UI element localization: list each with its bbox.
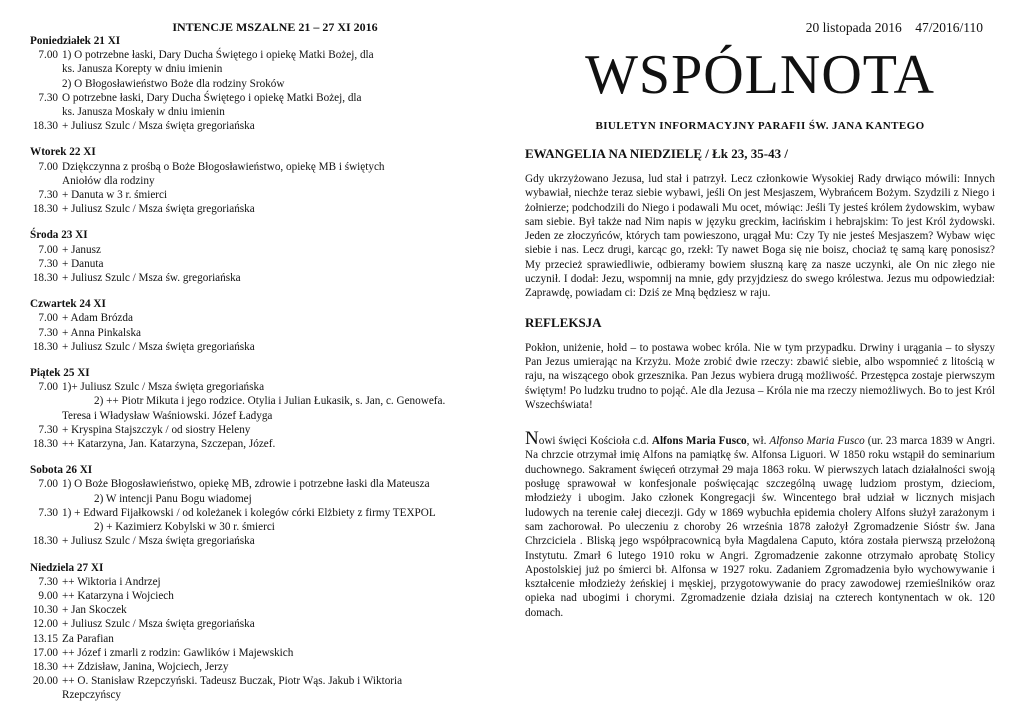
intention-time: 20.00 — [32, 675, 58, 688]
intention-text: + Danuta — [62, 257, 104, 270]
intention-entry — [30, 271, 500, 285]
saint-article — [525, 428, 995, 620]
mass-day — [30, 228, 500, 285]
saint-after-name: , wł. — [746, 435, 770, 448]
intention-time — [30, 688, 62, 702]
intention-time: 7.30 — [38, 91, 58, 104]
intention-entry — [30, 589, 500, 603]
mass-day — [30, 463, 500, 548]
intention-time — [30, 105, 62, 119]
intention-entry — [30, 77, 500, 91]
intention-time — [30, 409, 62, 423]
intention-text: + Juliusz Szulc / Msza święta gregoriańska — [62, 340, 255, 353]
saint-italic-name: Alfonso Maria Fusco — [769, 435, 865, 448]
intention-time: 7.00 — [38, 312, 58, 325]
mass-day — [30, 34, 500, 133]
intention-entry — [30, 340, 500, 354]
intention-entry — [30, 257, 500, 271]
intention-time: 10.30 — [32, 604, 58, 617]
intention-entry — [30, 188, 500, 202]
intention-time: 12.00 — [32, 618, 58, 631]
day-heading: Wtorek 22 XI — [30, 146, 96, 159]
intention-time: 13.15 — [32, 632, 58, 645]
intention-entry — [30, 437, 500, 451]
intention-entry — [30, 632, 500, 646]
intention-text: + Jan Skoczek — [62, 604, 127, 617]
intention-text: + Juliusz Szulc / Msza święta gregoriańska — [62, 535, 255, 548]
intention-text: 1) + Edward Fijałkowski / od koleżanek i kolegów córki Elżbiety z firmy TEXPOL — [62, 506, 436, 519]
intention-time: 18.30 — [32, 535, 58, 548]
saint-dropcap: N — [525, 428, 539, 450]
intention-entry — [30, 674, 500, 688]
intention-time: 18.30 — [32, 340, 58, 353]
intention-text: 2) + Kazimierz Kobylski w 30 r. śmierci — [94, 521, 275, 534]
intention-text: Za Parafian — [62, 632, 114, 645]
intention-text: Teresa i Władysław Waśniowski. Józef Ładyga — [62, 409, 273, 422]
intention-time: 7.00 — [38, 243, 58, 256]
intention-text: 1) O Boże Błogosławieństwo, opiekę MB, zdrowie i potrzebne łaski dla Mateusza — [62, 478, 430, 491]
intention-entry — [30, 380, 500, 394]
intention-time — [30, 520, 62, 534]
intention-text: 2) O Błogosławieństwo Boże dla rodziny Sroków — [62, 77, 285, 90]
intention-time: 7.00 — [38, 478, 58, 491]
intention-entry — [30, 394, 500, 408]
intention-entry — [30, 575, 500, 589]
day-heading: Sobota 26 XI — [30, 464, 93, 477]
intention-text: + Juliusz Szulc / Msza święta gregoriańska — [62, 120, 255, 133]
intention-entry — [30, 202, 500, 216]
saint-text: (ur. 23 marca 1839 w Angri. Na chrzcie otrzymał imię Alfons na pamiątkę św. Alfonsa Liguori. W 1850 roku wstąpił do seminarium duchownego. Sakrament święceń otrzymał 29 maja 1863 roku. W pierwszych latach działalności swoją posługę sprawował w konfesjonale poświęcając szczególną uwagę ludziom prostym, dzieciom, młodzieży i ubogim. Jako członek Kongregacji św. Wincentego brał udział w licznych misjach ludowych na terenie całej diecezji. Gdy w 1869 wybuchła epidemia cholery Alfons służył zarażonym i sam zachorował. Po uleczeniu z choroby 26 września 1878 założył Zgromadzenie Sióstr św. Jana Chrzciciela . Bliską jego współpracownicą była Magdalena Caputo, która została pierwszą przełożoną Instytutu. Zmarł 6 lutego 1910 roku w Angri. Zgromadzenie zakonne otrzymało aprobatę Stolicy Apostolskiej już po śmierci bł. Alfonsa w 1927 roku. Zadaniem Zgromadzenia było wychowywanie i kształcenie młodzieży żeńskiej i męskiej, przygotowywanie do pracy zawodowej rzemieślników oraz opieka nad ubogimi i chorymi. Zgromadzenie działa dzisiaj na czterech kontynentach w ok. 120 domach. — [525, 435, 995, 619]
intention-entry — [30, 105, 500, 119]
day-heading: Piątek 25 XI — [30, 367, 90, 380]
intention-time: 18.30 — [32, 203, 58, 216]
intention-text: 2) ++ Piotr Mikuta i jego rodzice. Otylia i Julian Łukasik, s. Jan, c. Genowefa. — [94, 395, 446, 408]
intention-entry — [30, 603, 500, 617]
reflection-text: Pokłon, uniżenie, hołd – to postawa wobec króla. Nie w tym przypadku. Drwiny i urągania – to słyszy Pan Jezus umierając na Krzyżu. Może zrobić dwie rzeczy: zbawić siebie, albo wspomnieć z litością w raju, na wiszącego obok grzesznika. Pan Jezus wybiera drugą możliwość. Przestępca zostaje pierwszym świętym! Po ludzku trudno to pojąć. Ale dla Jezusa – Króla nie ma rzeczy niemożliwych. Bo to jest Król Wszechświata! — [525, 341, 995, 411]
gospel-heading: EWANGELIA NA NIEDZIELĘ / Łk 23, 35-43 / — [525, 146, 788, 161]
intention-entry — [30, 492, 500, 506]
intention-text: + Adam Brózda — [62, 312, 133, 325]
mass-days-list — [30, 34, 500, 703]
saint-name: Alfons Maria Fusco — [651, 435, 747, 448]
intention-text: Dziękczynna z prośbą o Boże Błogosławieństwo, opiekę MB i świętych — [62, 160, 385, 173]
intention-text: + Anna Pinkalska — [62, 326, 142, 339]
reflection-heading: REFLEKSJA — [525, 314, 602, 330]
intention-text: Rzepczyńscy — [62, 689, 122, 702]
mass-day — [30, 145, 500, 216]
intention-time: 7.30 — [38, 189, 58, 202]
intention-text: 2) W intencji Panu Bogu wiadomej — [94, 492, 252, 505]
intention-time: 7.30 — [38, 257, 58, 270]
intention-entry — [30, 48, 500, 62]
intention-text: Aniołów dla rodziny — [62, 174, 155, 187]
day-heading: Środa 23 XI — [30, 229, 88, 242]
intention-text: ++ Wiktoria i Andrzej — [62, 575, 161, 588]
intention-text: 1)+ Juliusz Szulc / Msza święta gregoriańska — [62, 381, 265, 394]
day-heading: Niedziela 27 XI — [30, 561, 104, 574]
intention-text: ++ Józef i zmarli z rodzin: Gawlików i Majewskich — [62, 646, 294, 659]
intention-entry — [30, 520, 500, 534]
date-line — [525, 20, 983, 36]
intention-time: 7.00 — [38, 160, 58, 173]
intention-text: ks. Janusza Korepty w dniu imienin — [62, 63, 223, 76]
intention-time: 7.00 — [38, 49, 58, 62]
intention-text: ++ Zdzisław, Janina, Wojciech, Jerzy — [62, 660, 229, 673]
saint-intro: owi święci Kościoła c.d. — [538, 435, 652, 448]
intention-entry — [30, 326, 500, 340]
gospel-text: Gdy ukrzyżowano Jezusa, lud stał i patrzył. Lecz członkowie Wysokiej Rady drwiąco mówili: Innych wybawiał, niechże teraz siebie wybawi, jeśli On jest Mesjaszem, Wybrańcem Bożym. Szydzili z Niego i żołnierze; podchodzili do Niego i podawali Mu ocet, mówiąc: Jeśli Ty jesteś królem żydowskim, wybaw sam siebie. Był także nad Nim napis w języku greckim, łacińskim i hebrajskim: To jest Król żydowski. Jeden ze złoczyńców, których tam powieszono, urągał Mu: Czy Ty nie jesteś Mesjaszem? Wybaw więc siebie i nas. Lecz drugi, karcąc go, rzekł: Ty nawet Boga się nie boisz, chociaż tę samą karę ponosisz? My przecież sprawiedliwie, odbieramy bowiem słuszną karę za nasze uczynki, ale On nic złego nie uczynił. I dodał: Jezu, wspomnij na mnie, gdy przyjdziesz do swego królestwa. Jezus mu odpowiedział: Zaprawdę, powiadam ci: Dziś ze Mną będziesz w raju. — [525, 173, 995, 300]
intention-text: + Kryspina Stajszczyk / od siostry Heleny — [62, 423, 251, 436]
intention-text: ++ Katarzyna i Wojciech — [62, 589, 174, 602]
intention-time: 18.30 — [32, 272, 58, 285]
intention-entry — [30, 91, 500, 105]
intention-entry — [30, 506, 500, 520]
intention-text: + Danuta w 3 r. śmierci — [62, 189, 168, 202]
intention-entry — [30, 477, 500, 491]
intention-text: + Janusz — [62, 243, 101, 256]
intention-text: + Juliusz Szulc / Msza święta gregoriańska — [62, 203, 255, 216]
bulletin-date: 20 listopada 2016 — [805, 20, 902, 35]
intention-time — [30, 492, 62, 506]
intention-time — [30, 394, 62, 408]
intention-entry — [30, 646, 500, 660]
intention-entry — [30, 409, 500, 423]
intention-entry — [30, 617, 500, 631]
intention-text: + Juliusz Szulc / Msza św. gregoriańska — [62, 272, 241, 285]
mass-day — [30, 366, 500, 451]
intention-time: 18.30 — [32, 660, 58, 673]
mass-intentions-column — [30, 20, 500, 703]
intention-entry — [30, 660, 500, 674]
intention-entry — [30, 688, 500, 702]
intention-time: 18.30 — [32, 120, 58, 133]
intention-text: O potrzebne łaski, Dary Ducha Świętego i opiekę Matki Bożej, dla — [62, 91, 362, 104]
masthead-title: WSPÓLNOTA — [585, 44, 935, 106]
intention-time: 7.30 — [38, 575, 58, 588]
intention-time: 18.30 — [32, 438, 58, 451]
day-heading: Poniedziałek 21 XI — [30, 35, 121, 47]
intention-time — [30, 62, 62, 76]
intention-entry — [30, 311, 500, 325]
intention-time: 7.30 — [38, 326, 58, 339]
intention-time: 9.00 — [38, 589, 58, 602]
intention-text: 1) O potrzebne łaski, Dary Ducha Świętego i opiekę Matki Bożej, dla — [62, 49, 374, 62]
intention-text: ++ O. Stanisław Rzepczyński. Tadeusz Buczak, Piotr Wąs. Jakub i Wiktoria — [62, 675, 403, 688]
intention-time — [30, 174, 62, 188]
intention-time — [30, 77, 62, 91]
mass-day — [30, 561, 500, 703]
intention-entry — [30, 534, 500, 548]
issue-number: 47/2016/110 — [915, 20, 983, 35]
intention-time: 7.30 — [38, 506, 58, 519]
intention-entry — [30, 243, 500, 257]
intention-entry — [30, 174, 500, 188]
intention-time: 17.00 — [32, 646, 58, 659]
intention-entry — [30, 119, 500, 133]
intention-text: ks. Janusza Moskały w dniu imienin — [62, 106, 225, 119]
intention-time: 7.30 — [38, 423, 58, 436]
mass-intentions-title: INTENCJE MSZALNE 21 – 27 XI 2016 — [172, 20, 378, 34]
intention-entry — [30, 423, 500, 437]
day-heading: Czwartek 24 XI — [30, 298, 106, 311]
intention-entry — [30, 62, 500, 76]
intention-time: 7.00 — [38, 381, 58, 394]
intention-text: ++ Katarzyna, Jan. Katarzyna, Szczepan, Józef. — [62, 438, 276, 451]
mass-day — [30, 297, 500, 354]
intention-entry — [30, 160, 500, 174]
intention-text: + Juliusz Szulc / Msza święta gregoriańska — [62, 618, 255, 631]
bulletin-subtitle: BIULETYN INFORMACYJNY PARAFII ŚW. JANA KANTEGO — [595, 120, 925, 132]
bulletin-column — [525, 20, 995, 620]
